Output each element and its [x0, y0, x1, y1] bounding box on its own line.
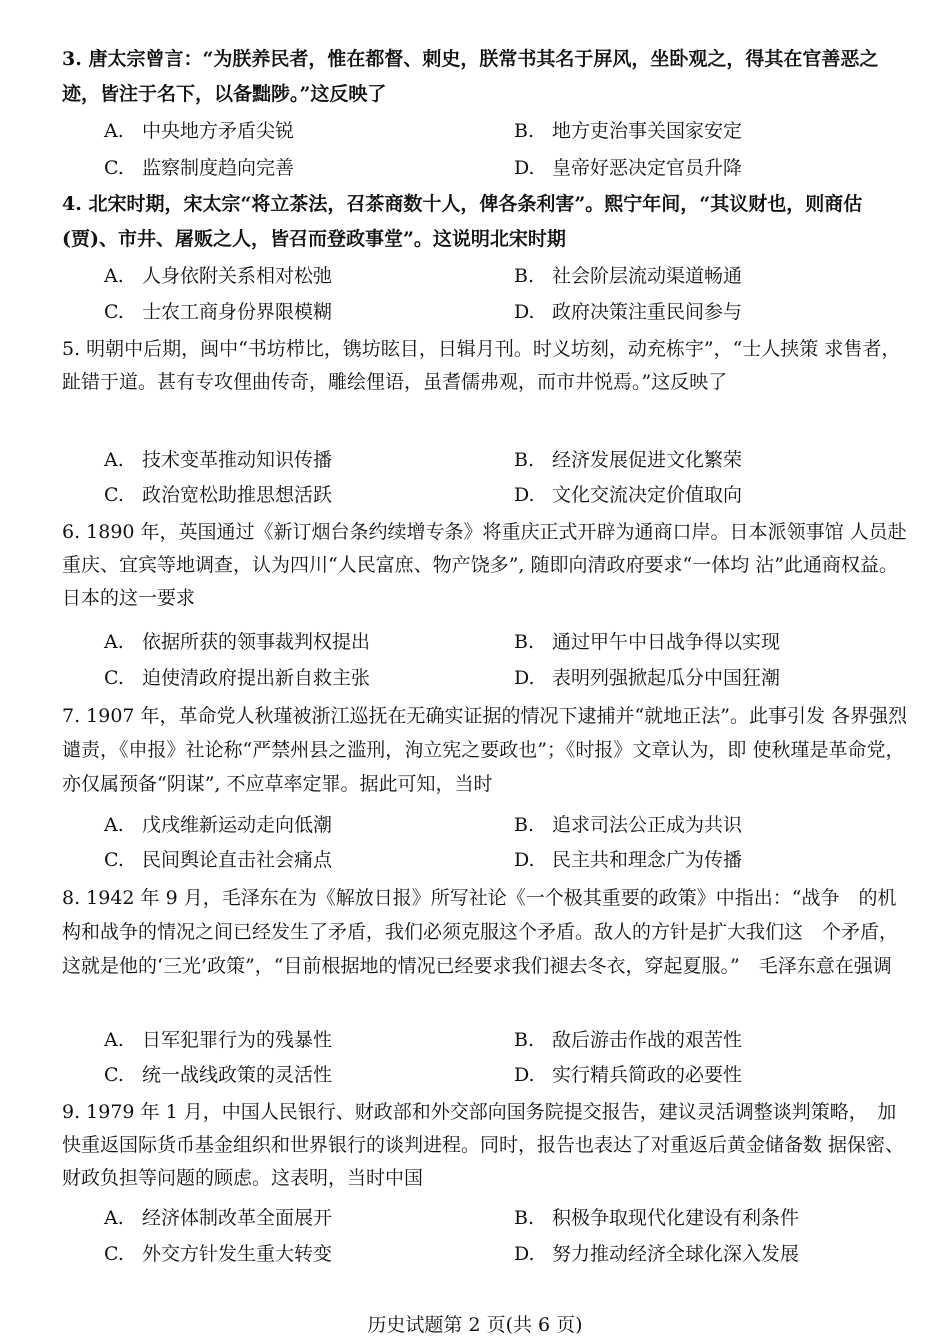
question-6-option-d[interactable]: D. 表明列强掀起瓜分中国狂潮 [514, 667, 781, 689]
question-4-option-c[interactable]: C. 士农工商身份界限模糊 [104, 301, 333, 323]
question-4-option-b[interactable]: B. 社会阶层流动渠道畅通 [514, 265, 743, 287]
question-9-option-d[interactable]: D. 努力推动经济全球化深入发展 [514, 1243, 800, 1265]
question-3-option-a[interactable]: A. 中央地方矛盾尖锐 [104, 120, 295, 142]
question-5-option-c[interactable]: C. 政治宽松助推思想活跃 [104, 484, 333, 506]
question-9-option-b[interactable]: B. 积极争取现代化建设有利条件 [514, 1207, 800, 1229]
question-6-stem: 6. 1890 年，英国通过《新订烟台条约续增专条》将重庆正式开辟为通商口岸。日本派领事馆 人员赴重庆、宜宾等地调查，认为四川“人民富庶、物产饶多”, 随即向清政府要求“一体均 沾”此通商权益。日本的这一要求 [62, 521, 907, 609]
question-3-option-b[interactable]: B. 地方吏治事关国家安定 [514, 120, 743, 142]
question-3-option-c[interactable]: C. 监察制度趋向完善 [104, 157, 295, 179]
question-9-option-c[interactable]: C. 外交方针发生重大转变 [104, 1243, 333, 1265]
page-footer: 历史试题第 2 页(共 6 页) [367, 1314, 583, 1336]
question-4-option-d[interactable]: D. 政府决策注重民间参与 [514, 301, 743, 323]
question-5-stem: 5. 明朝中后期，闽中“书坊栉比，镌坊眩目，日辑月刊。时义坊刻，动充栋宇”，“士人挟策 求售者，趾错于道。甚有专攻俚曲传奇，雕绘俚语，虽耆儒弗观，而市井悦焉。”这反映了 [62, 338, 901, 393]
question-5-option-d[interactable]: D. 文化交流决定价值取向 [514, 484, 743, 506]
question-7-option-b[interactable]: B. 追求司法公正成为共识 [514, 814, 743, 836]
question-9-option-a[interactable]: A. 经济体制改革全面展开 [104, 1207, 333, 1229]
question-5-option-b[interactable]: B. 经济发展促进文化繁荣 [514, 449, 743, 471]
question-7-option-c[interactable]: C. 民间舆论直击社会痛点 [104, 849, 333, 871]
question-8-option-a[interactable]: A. 日军犯罪行为的残暴性 [104, 1029, 333, 1051]
question-6-option-a[interactable]: A. 依据所获的领事裁判权提出 [104, 631, 371, 653]
question-8-option-b[interactable]: B. 敌后游击作战的艰苦性 [514, 1029, 743, 1051]
question-8-stem: 8. 1942 年 9 月，毛泽东在为《解放日报》所写社论《一个极其重要的政策》中指出：“战争 的机构和战争的情况之间已经发生了矛盾，我们必须克服这个矛盾。敌人的方针是扩大我们这 个矛盾，这就是他的‘三光’政策”，“目前根据地的情况已经要求我们褪去冬衣，穿起夏服。” 毛泽东意在强调 [62, 887, 899, 977]
question-8-option-c[interactable]: C. 统一战线政策的灵活性 [104, 1064, 333, 1086]
question-8-option-d[interactable]: D. 实行精兵简政的必要性 [514, 1064, 743, 1086]
question-9-stem: 9. 1979 年 1 月，中国人民银行、财政部和外交部向国务院提交报告，建议灵活调整谈判策略， 加快重返国际货币基金组织和世界银行的谈判进程。同时，报告也表达了对重返后黄金储备数 据保密、财政负担等问题的顾虑。这表明，当时中国 [62, 1101, 905, 1189]
question-4-stem: 4. 北宋时期，宋太宗“将立茶法，召茶商数十人，俾各条利害”。熙宁年间，“其议财也，则商估(贾)、市井、屠贩之人，皆召而登政事堂”。这说明北宋时期 [62, 193, 863, 250]
question-7-option-a[interactable]: A. 戊戌维新运动走向低潮 [104, 814, 333, 836]
question-3-option-d[interactable]: D. 皇帝好恶决定官员升降 [514, 157, 743, 179]
question-6-option-b[interactable]: B. 通过甲午中日战争得以实现 [514, 631, 781, 653]
question-3-stem: 3. 唐太宗曾言：“为朕养民者，惟在都督、刺史，朕常书其名于屏风，坐卧观之，得其在官善恶之迹，皆注于名下，以备黜陟。”这反映了 [62, 48, 879, 105]
question-5-option-a[interactable]: A. 技术变革推动知识传播 [104, 449, 333, 471]
question-7-option-d[interactable]: D. 民主共和理念广为传播 [514, 849, 743, 871]
question-6-option-c[interactable]: C. 迫使清政府提出新自救主张 [104, 667, 371, 689]
question-4-option-a[interactable]: A. 人身依附关系相对松弛 [104, 265, 333, 287]
question-7-stem: 7. 1907 年，革命党人秋瑾被浙江巡抚在无确实证据的情况下逮捕并“就地正法”。此事引发 各界强烈谴责，《申报》社论称“严禁州县之滥刑，洵立宪之要政也”；《时报》文章认为，即 使秋瑾是革命党，亦仅属预备“阴谋”, 不应草率定罪。据此可知，当时 [62, 705, 908, 795]
